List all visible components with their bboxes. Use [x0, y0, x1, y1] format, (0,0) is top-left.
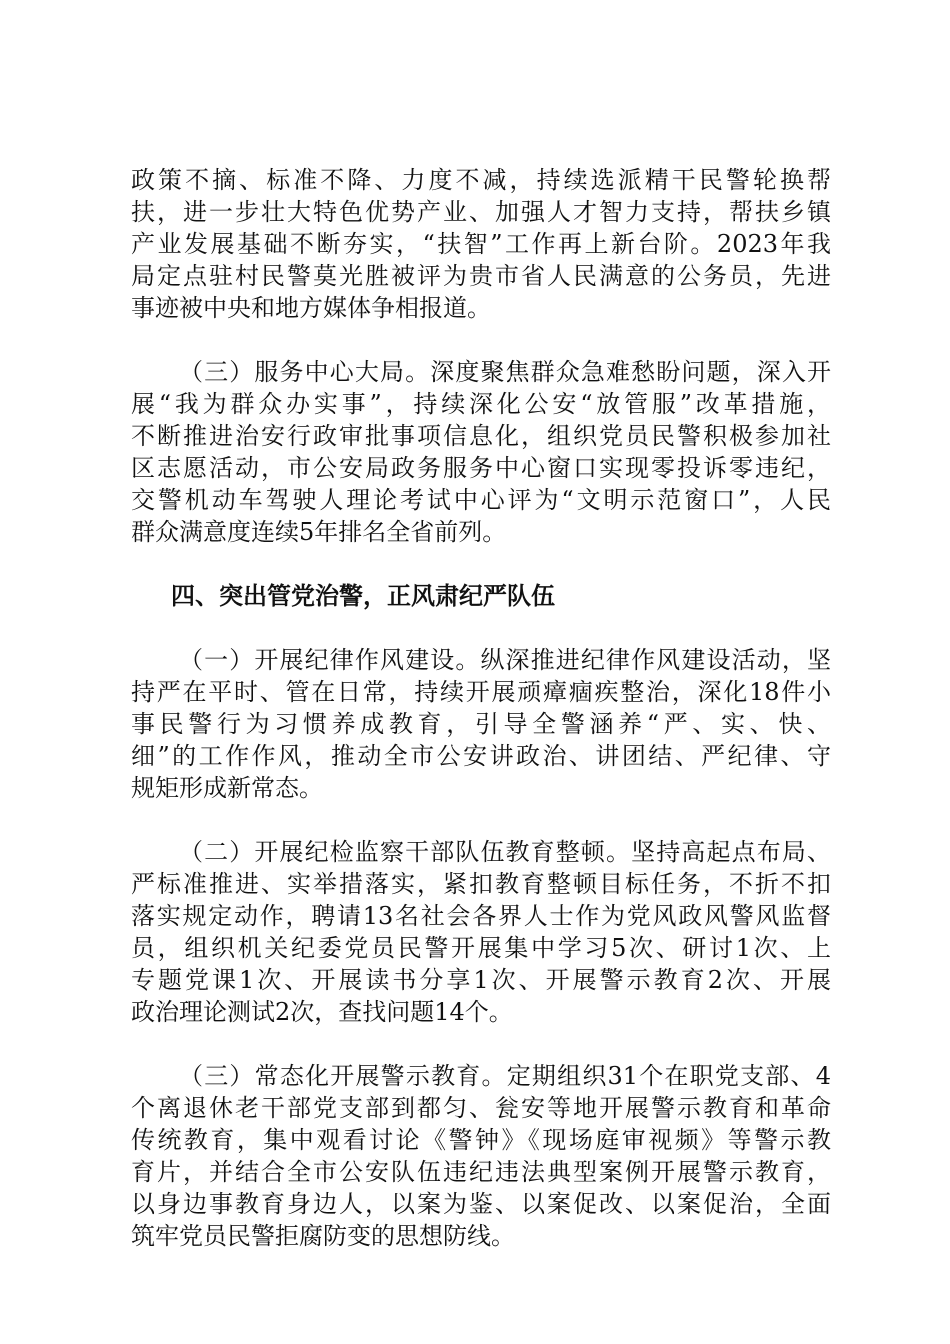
paragraph-serve-central-task	[131, 356, 831, 548]
text-line: 个离退休老干部党支部到都匀、瓮安等地开展警示教育和革命	[131, 1094, 831, 1122]
text-line: 政治理论测试2次，查找问题14个。	[131, 998, 513, 1026]
paragraph-warning-education	[131, 1060, 831, 1252]
text-line: （一）开展纪律作风建设。纵深推进纪律作风建设活动，坚	[179, 646, 831, 674]
section-heading: 四、突出管党治警，正风肃纪严队伍	[171, 582, 555, 610]
text-line: 展“我为群众办实事”，持续深化公安“放管服”改革措施，	[131, 390, 831, 418]
document-body	[131, 164, 831, 1284]
text-line: 持严在平时、管在日常，持续开展顽瘴痼疾整治，深化18件小	[131, 678, 831, 706]
text-line: 规矩形成新常态。	[131, 774, 323, 802]
paragraph-education-rectification	[131, 836, 831, 1028]
text-line: 育片，并结合全市公安队伍违纪违法典型案例开展警示教育，	[131, 1158, 831, 1186]
text-line: 事迹被中央和地方媒体争相报道。	[131, 294, 491, 322]
text-line: 员，组织机关纪委党员民警开展集中学习5次、研讨1次、上	[131, 934, 831, 962]
text-line: 落实规定动作，聘请13名社会各界人士作为党风政风警风监督	[131, 902, 831, 930]
text-line: 不断推进治安行政审批事项信息化，组织党员民警积极参加社	[131, 422, 831, 450]
text-line: 以身边事教育身边人，以案为鉴、以案促改、以案促治，全面	[131, 1190, 831, 1218]
text-line: （三）常态化开展警示教育。定期组织31个在职党支部、4	[179, 1062, 831, 1090]
paragraph-discipline-style	[131, 644, 831, 804]
text-line: （二）开展纪检监察干部队伍教育整顿。坚持高起点布局、	[179, 838, 831, 866]
text-line: （三）服务中心大局。深度聚焦群众急难愁盼问题，深入开	[179, 358, 831, 386]
text-line: 区志愿活动，市公安局政务服务中心窗口实现零投诉零违纪，	[131, 454, 831, 482]
text-line: 事民警行为习惯养成教育，引导全警涵养“严、实、快、	[131, 710, 831, 738]
text-line: 筑牢党员民警拒腐防变的思想防线。	[131, 1222, 515, 1250]
text-line: 细”的工作作风，推动全市公安讲政治、讲团结、严纪律、守	[131, 742, 831, 770]
text-line: 产业发展基础不断夯实，“扶智”工作再上新台阶。2023年我	[131, 230, 831, 258]
text-line: 扶，进一步壮大特色优势产业、加强人才智力支持，帮扶乡镇	[131, 198, 831, 226]
paragraph-continued-assistance	[131, 164, 831, 324]
text-line: 交警机动车驾驶人理论考试中心评为“文明示范窗口”，人民	[131, 486, 831, 514]
text-line: 严标准推进、实举措落实，紧扣教育整顿目标任务，不折不扣	[131, 870, 831, 898]
text-line: 传统教育，集中观看讨论《警钟》《现场庭审视频》等警示教	[131, 1126, 831, 1154]
text-line: 专题党课1次、开展读书分享1次、开展警示教育2次、开展	[131, 966, 831, 994]
text-line: 局定点驻村民警莫光胜被评为贵市省人民满意的公务员，先进	[131, 262, 831, 290]
text-line: 群众满意度连续5年排名全省前列。	[131, 518, 507, 546]
text-line: 政策不摘、标准不降、力度不减，持续选派精干民警轮换帮	[131, 166, 831, 194]
